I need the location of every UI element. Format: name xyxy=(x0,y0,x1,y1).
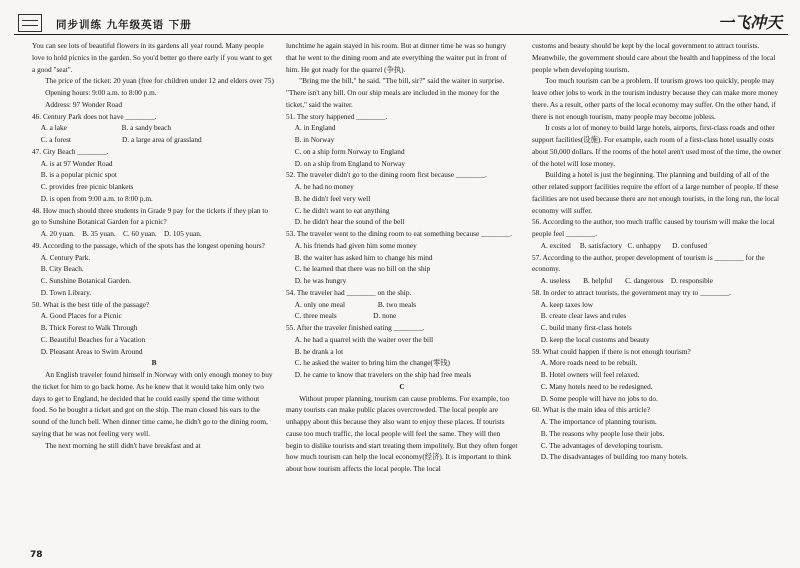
answer-option: C. The advantages of developing tourism. xyxy=(540,440,663,450)
answer-option: C. he learned that there was no bill on the ship xyxy=(294,264,431,274)
column-right xyxy=(532,40,782,463)
text-line: You can see lots of beautiful flowers in its gardens all year round. Many people love to hold picnics in the garden. So you'd better go there early if you want to get a good "seat". xyxy=(32,41,273,74)
answer-option: D. he was hungry xyxy=(294,276,347,285)
text-line: 55. After the traveler finished eating ________. xyxy=(286,323,425,332)
answer-option: A. only one meal B. two meals xyxy=(294,299,417,309)
answer-option: A. keep taxes low xyxy=(540,299,594,309)
answer-option: B. Hotel owners will feel relaxed. xyxy=(540,370,640,379)
column-middle xyxy=(286,40,518,475)
answer-option: D. The disadvantages of building too many hotels. xyxy=(540,452,688,462)
answer-option: C. a forest D. a large area of grassland xyxy=(40,135,202,144)
answer-option: A. he had no money xyxy=(294,182,354,191)
text-line: 48. How much should three students in Grade 9 pay for the tickets if they plan to go to Sunshine Botanical Garden for a picnic? xyxy=(32,205,269,227)
text-line: Without proper planning, tourism can cause problems. For example, too many tourists can make public places overcrowded. The local people are unhappy about this because they also want to enjoy these places. If tourists cause too much traffic, the local people will feel the same. They will then begin to dislike tourists and start treating them impolitely. But they often forget how much tourism can help the local economy(经济). It is important to think about how tourism affects the local people. The local xyxy=(286,393,518,473)
answer-option: A. a lake B. a sandy beach xyxy=(40,123,172,133)
answer-option: C. Many hotels need to be redesigned. xyxy=(540,381,653,391)
text-line: The price of the ticket: 20 yuan (free for children under 12 and elders over 75) xyxy=(45,76,274,86)
answer-option: D. on a ship from England to Norway xyxy=(294,158,405,168)
answer-option: A. The importance of planning tourism. xyxy=(540,417,657,426)
answer-option: A. More roads need to be rebuilt. xyxy=(540,358,638,368)
text-line: 57. According to the author, proper development of tourism is ________ for the economy. xyxy=(532,252,765,274)
text-line: An English traveler found himself in Norway with only enough money to buy the ticket for him to go back home. As he knew that it would take him only two days to get to England, he decided that he could easily spend the time without food. So he bought a ticket and got on the ship. The man closed his ears to the sound of the lunch bell. When dinner time came, he didn't go to the dining room, saying that he was not feeling very well. xyxy=(32,370,273,438)
answer-option: D. keep the local customs and beauty xyxy=(540,334,650,344)
text-line: Opening hours: 9:00 a.m. to 8:00 p.m. xyxy=(45,88,157,97)
text-line: 49. According to the passage, which of the spots has the longest opening hours? xyxy=(32,240,265,250)
answer-option: B. he drank a lot xyxy=(294,346,344,356)
header-title: 同步训练 九年级英语 下册 xyxy=(56,19,192,31)
column-left xyxy=(32,40,276,451)
text-line: 58. In order to attract tourists, the government may try to ________. xyxy=(532,287,732,297)
answer-option: D. he didn't hear the sound of the bell xyxy=(294,217,405,227)
answer-option: A. in England xyxy=(294,123,336,133)
answer-option: A. his friends had given him some money xyxy=(294,240,417,250)
answer-option: A. Century Park. xyxy=(40,252,91,262)
section-heading: C xyxy=(399,381,405,391)
answer-option: A. Good Places for a Picnic xyxy=(40,311,122,321)
text-line: 52. The traveler didn't go to the dining room first because ________. xyxy=(286,170,487,180)
answer-option: D. he came to know that travelers on the ship had free meals xyxy=(294,370,472,379)
answer-option: B. The reasons why people lose their jobs. xyxy=(540,428,665,438)
answer-option: C. on a ship form Norway to England xyxy=(294,146,405,156)
answer-option: C. he didn't want to eat anything xyxy=(294,205,390,215)
answer-option: B. the waiter has asked him to change his mind xyxy=(294,252,433,262)
answer-option: A. excited B. satisfactory C. unhappy D. confused xyxy=(540,240,708,250)
text-line: "Bring me the bill," he said. "The bill, sir?" said the waiter in surprise. "There isn't any bill. On our ship meals are included in the money for the ticket," said the waiter. xyxy=(286,76,505,109)
text-line: 47. City Beach ________. xyxy=(32,146,109,156)
answer-option: A. is at 97 Wonder Road xyxy=(40,158,113,168)
answer-option: B. City Beach. xyxy=(40,264,84,274)
text-line: customs and beauty should be kept by the local government to attract tourists. Meanwhile, the government should care about the health and happiness of the local people when developing tourism. xyxy=(532,41,776,74)
book-logo-icon xyxy=(18,14,42,32)
text-line: 59. What could happen if there is not enough tourism? xyxy=(532,346,691,356)
text-line: Too much tourism can be a problem. If tourism grows too quickly, people may leave other jobs to work in the tourism industry because they can make more money there. As a result, other parts of the local economy may suffer. On the other hand, if there is not enough tourism, many people may become jobless. xyxy=(532,76,778,121)
answer-option: B. Thick Forest to Walk Through xyxy=(40,323,138,332)
page-header xyxy=(14,14,788,35)
text-line: The next morning he still didn't have breakfast and at xyxy=(45,440,201,450)
answer-option: A. 20 yuan. B. 35 yuan. C. 60 yuan. D. 105 yuan. xyxy=(40,229,202,238)
text-line: 50. What is the best title of the passage? xyxy=(32,299,150,309)
text-line: Building a hotel is just the beginning. The planning and building of all of the other related support facilities require the effort of a large number of people. If these facilities are not used because there are not enough tourists, in the long run, the local economy will suffer. xyxy=(532,170,780,215)
answer-option: B. create clear laws and rules xyxy=(540,311,627,321)
answer-option: D. is open from 9:00 a.m. to 8:00 p.m. xyxy=(40,193,153,203)
answer-option: C. three meals D. none xyxy=(294,311,397,321)
answer-option: B. is a popular picnic spot xyxy=(40,170,117,180)
answer-option: C. Sunshine Botanical Garden. xyxy=(40,276,131,285)
page-number: 78 xyxy=(30,550,43,560)
answer-option: D. Town Library. xyxy=(40,287,92,297)
text-line: 46. Century Park does not have ________. xyxy=(32,111,157,121)
answer-option: C. he asked the waiter to bring him the change(零钱) xyxy=(294,358,450,368)
text-line: 51. The story happened ________. xyxy=(286,111,388,121)
answer-option: C. provides free picnic blankets xyxy=(40,182,134,191)
text-line: Address: 97 Wonder Road xyxy=(45,99,123,109)
answer-option: A. useless B. helpful C. dangerous D. responsible xyxy=(540,276,714,285)
answer-option: D. Pleasant Areas to Swim Around xyxy=(40,346,143,356)
text-line: It costs a lot of money to build large hotels, airports, first-class roads and other support facilities(设施). For example, each room of a first-class hotel usually costs about 50,000 dollars. If the rooms of the hotel aren't used most of the time, the owner of the hotel will lose money. xyxy=(532,123,782,168)
text-line: 56. According to the author, too much traffic caused by tourism will make the local people feel ________. xyxy=(532,217,775,238)
brand-logo: 一飞冲天 xyxy=(717,13,782,32)
answer-option: A. he had a quarrel with the waiter over the bill xyxy=(294,334,434,344)
answer-option: D. Some people will have no jobs to do. xyxy=(540,393,658,403)
answer-option: B. he didn't feel very well xyxy=(294,193,371,203)
text-line: 53. The traveler went to the dining room to eat something because ________. xyxy=(286,229,513,238)
text-line: 54. The traveler had ________ on the ship. xyxy=(286,287,412,297)
answer-option: B. in Norway xyxy=(294,135,335,144)
answer-option: C. Beautiful Beaches for a Vacation xyxy=(40,334,146,344)
text-line: lunchtime he again stayed in his room. But at dinner time he was so hungry that he went to the dining room and ate everything the waiter put in front of him. He got ready for the quarrel (争执). xyxy=(286,41,507,74)
answer-option: C. build many first-class hotels xyxy=(540,323,632,332)
section-heading: B xyxy=(151,358,157,368)
text-line: 60. What is the main idea of this article? xyxy=(532,405,650,415)
